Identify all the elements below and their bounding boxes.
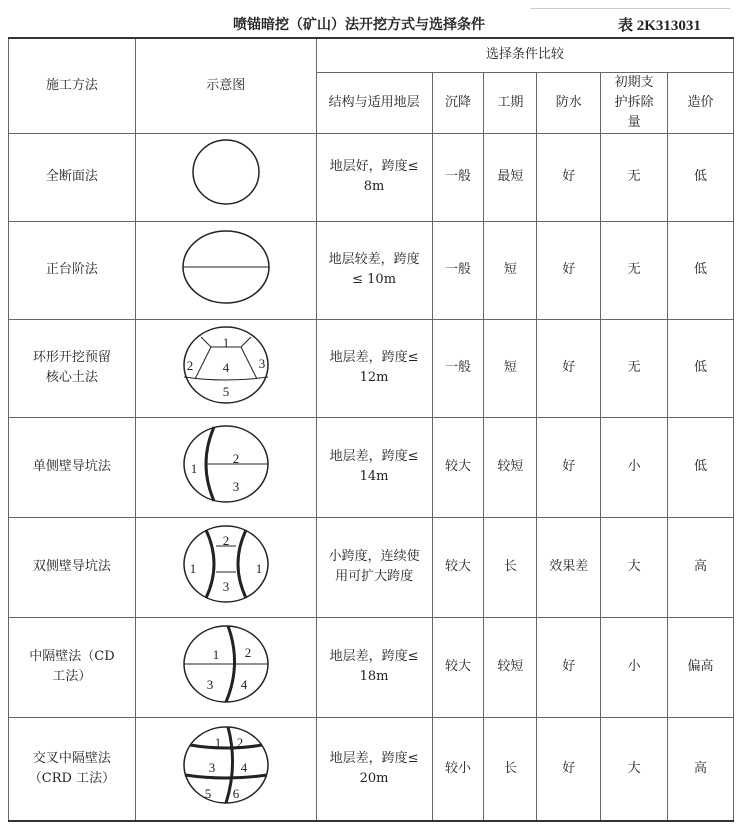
settlement-cell: 较大 (432, 417, 484, 517)
waterproof-cell: 效果差 (537, 517, 601, 617)
diagram-label: 2 (222, 532, 230, 548)
waterproof-cell: 好 (537, 617, 601, 717)
tunnel-section-diagram (176, 524, 276, 604)
diagram-label: 3 (206, 676, 214, 692)
tunnel-section-diagram (176, 624, 276, 704)
settlement-cell: 较大 (432, 617, 484, 717)
structure-cell: 地层差，跨度≤ 12m (316, 319, 432, 417)
tunnel-section-diagram (176, 325, 276, 405)
method-cell: 中隔壁法（CD工法） (9, 617, 136, 717)
table-row (9, 717, 734, 821)
cost-cell: 低 (668, 417, 734, 517)
table-row (9, 221, 734, 319)
diagram-label: 1 (212, 646, 220, 662)
diagram-cell (135, 517, 316, 617)
structure-cell: 地层好，跨度≤ 8m (316, 133, 432, 221)
cost-cell: 低 (668, 319, 734, 417)
diagram-label: 2 (244, 644, 252, 660)
diagram-label: 1 (214, 735, 222, 751)
diagram-label: 3 (222, 578, 230, 594)
diagram-label: 3 (232, 478, 240, 494)
diagram-cell (135, 221, 316, 319)
waterproof-cell: 好 (537, 417, 601, 517)
method-cell: 交叉中隔壁法（CRD 工法） (9, 717, 136, 821)
diagram-label: 2 (186, 357, 194, 373)
structure-cell: 地层差，跨度≤ 20m (316, 717, 432, 821)
support-cell: 无 (601, 133, 668, 221)
support-cell: 小 (601, 617, 668, 717)
table-row (9, 133, 734, 221)
diagram-cell (135, 417, 316, 517)
table-row (9, 417, 734, 517)
structure-cell: 地层较差，跨度≤ 10m (316, 221, 432, 319)
support-cell: 小 (601, 417, 668, 517)
duration-cell: 较短 (484, 417, 537, 517)
header-settlement: 沉降 (432, 72, 484, 133)
duration-cell: 长 (484, 717, 537, 821)
tunnel-section-diagram (176, 725, 276, 805)
support-cell: 无 (601, 319, 668, 417)
diagram-label: 1 (255, 560, 263, 576)
table-number: 表 2K313031 (618, 18, 701, 34)
method-cell: 正台阶法 (9, 221, 136, 319)
method-cell: 全断面法 (9, 133, 136, 221)
diagram-label: 4 (222, 359, 230, 375)
structure-cell: 地层差，跨度≤ 18m (316, 617, 432, 717)
header-group: 选择条件比较 (316, 38, 733, 72)
waterproof-cell: 好 (537, 717, 601, 821)
table-row (9, 319, 734, 417)
duration-cell: 短 (484, 221, 537, 319)
tunnel-section-diagram (176, 134, 276, 214)
diagram-label: 2 (236, 735, 244, 751)
waterproof-cell: 好 (537, 133, 601, 221)
header-method: 施工方法 (9, 38, 136, 133)
settlement-cell: 较大 (432, 517, 484, 617)
settlement-cell: 一般 (432, 319, 484, 417)
diagram-cell (135, 717, 316, 821)
cost-cell: 低 (668, 133, 734, 221)
support-cell: 大 (601, 717, 668, 821)
diagram-label: 5 (222, 383, 230, 399)
settlement-cell: 一般 (432, 221, 484, 319)
diagram-label: 4 (240, 760, 248, 776)
cost-cell: 低 (668, 221, 734, 319)
excavation-methods-table (8, 37, 734, 822)
settlement-cell: 较小 (432, 717, 484, 821)
diagram-label: 3 (258, 355, 266, 371)
header-support: 初期支护拆除量 (601, 72, 668, 133)
tunnel-section-diagram (176, 227, 276, 307)
header-duration: 工期 (484, 72, 537, 133)
method-cell: 环形开挖预留核心土法 (9, 319, 136, 417)
waterproof-cell: 好 (537, 221, 601, 319)
table-title: 喷锚暗挖（矿山）法开挖方式与选择条件 (233, 17, 485, 33)
waterproof-cell: 好 (537, 319, 601, 417)
support-cell: 大 (601, 517, 668, 617)
diagram-label: 2 (232, 450, 240, 466)
cost-cell: 高 (668, 717, 734, 821)
table-row (9, 617, 734, 717)
diagram-cell (135, 133, 316, 221)
diagram-label: 1 (222, 334, 230, 350)
diagram-label: 6 (232, 786, 240, 802)
structure-cell: 小跨度，连续使用可扩大跨度 (316, 517, 432, 617)
settlement-cell: 一般 (432, 133, 484, 221)
duration-cell: 较短 (484, 617, 537, 717)
support-cell: 无 (601, 221, 668, 319)
diagram-label: 1 (190, 460, 198, 476)
structure-cell: 地层差，跨度≤ 14m (316, 417, 432, 517)
duration-cell: 最短 (484, 133, 537, 221)
diagram-cell (135, 319, 316, 417)
table-row (9, 517, 734, 617)
duration-cell: 长 (484, 517, 537, 617)
diagram-label: 1 (189, 560, 197, 576)
diagram-label: 4 (240, 676, 248, 692)
header-structure: 结构与适用地层 (316, 72, 432, 133)
table-caption (8, 8, 733, 36)
cost-cell: 偏高 (668, 617, 734, 717)
header-waterproof: 防水 (537, 72, 601, 133)
cost-cell: 高 (668, 517, 734, 617)
diagram-label: 5 (204, 786, 212, 802)
diagram-label: 3 (208, 760, 216, 776)
method-cell: 单侧壁导坑法 (9, 417, 136, 517)
method-cell: 双侧壁导坑法 (9, 517, 136, 617)
header-cost: 造价 (668, 72, 734, 133)
duration-cell: 短 (484, 319, 537, 417)
tunnel-section-diagram (176, 424, 276, 504)
diagram-cell (135, 617, 316, 717)
header-diagram: 示意图 (135, 38, 316, 133)
